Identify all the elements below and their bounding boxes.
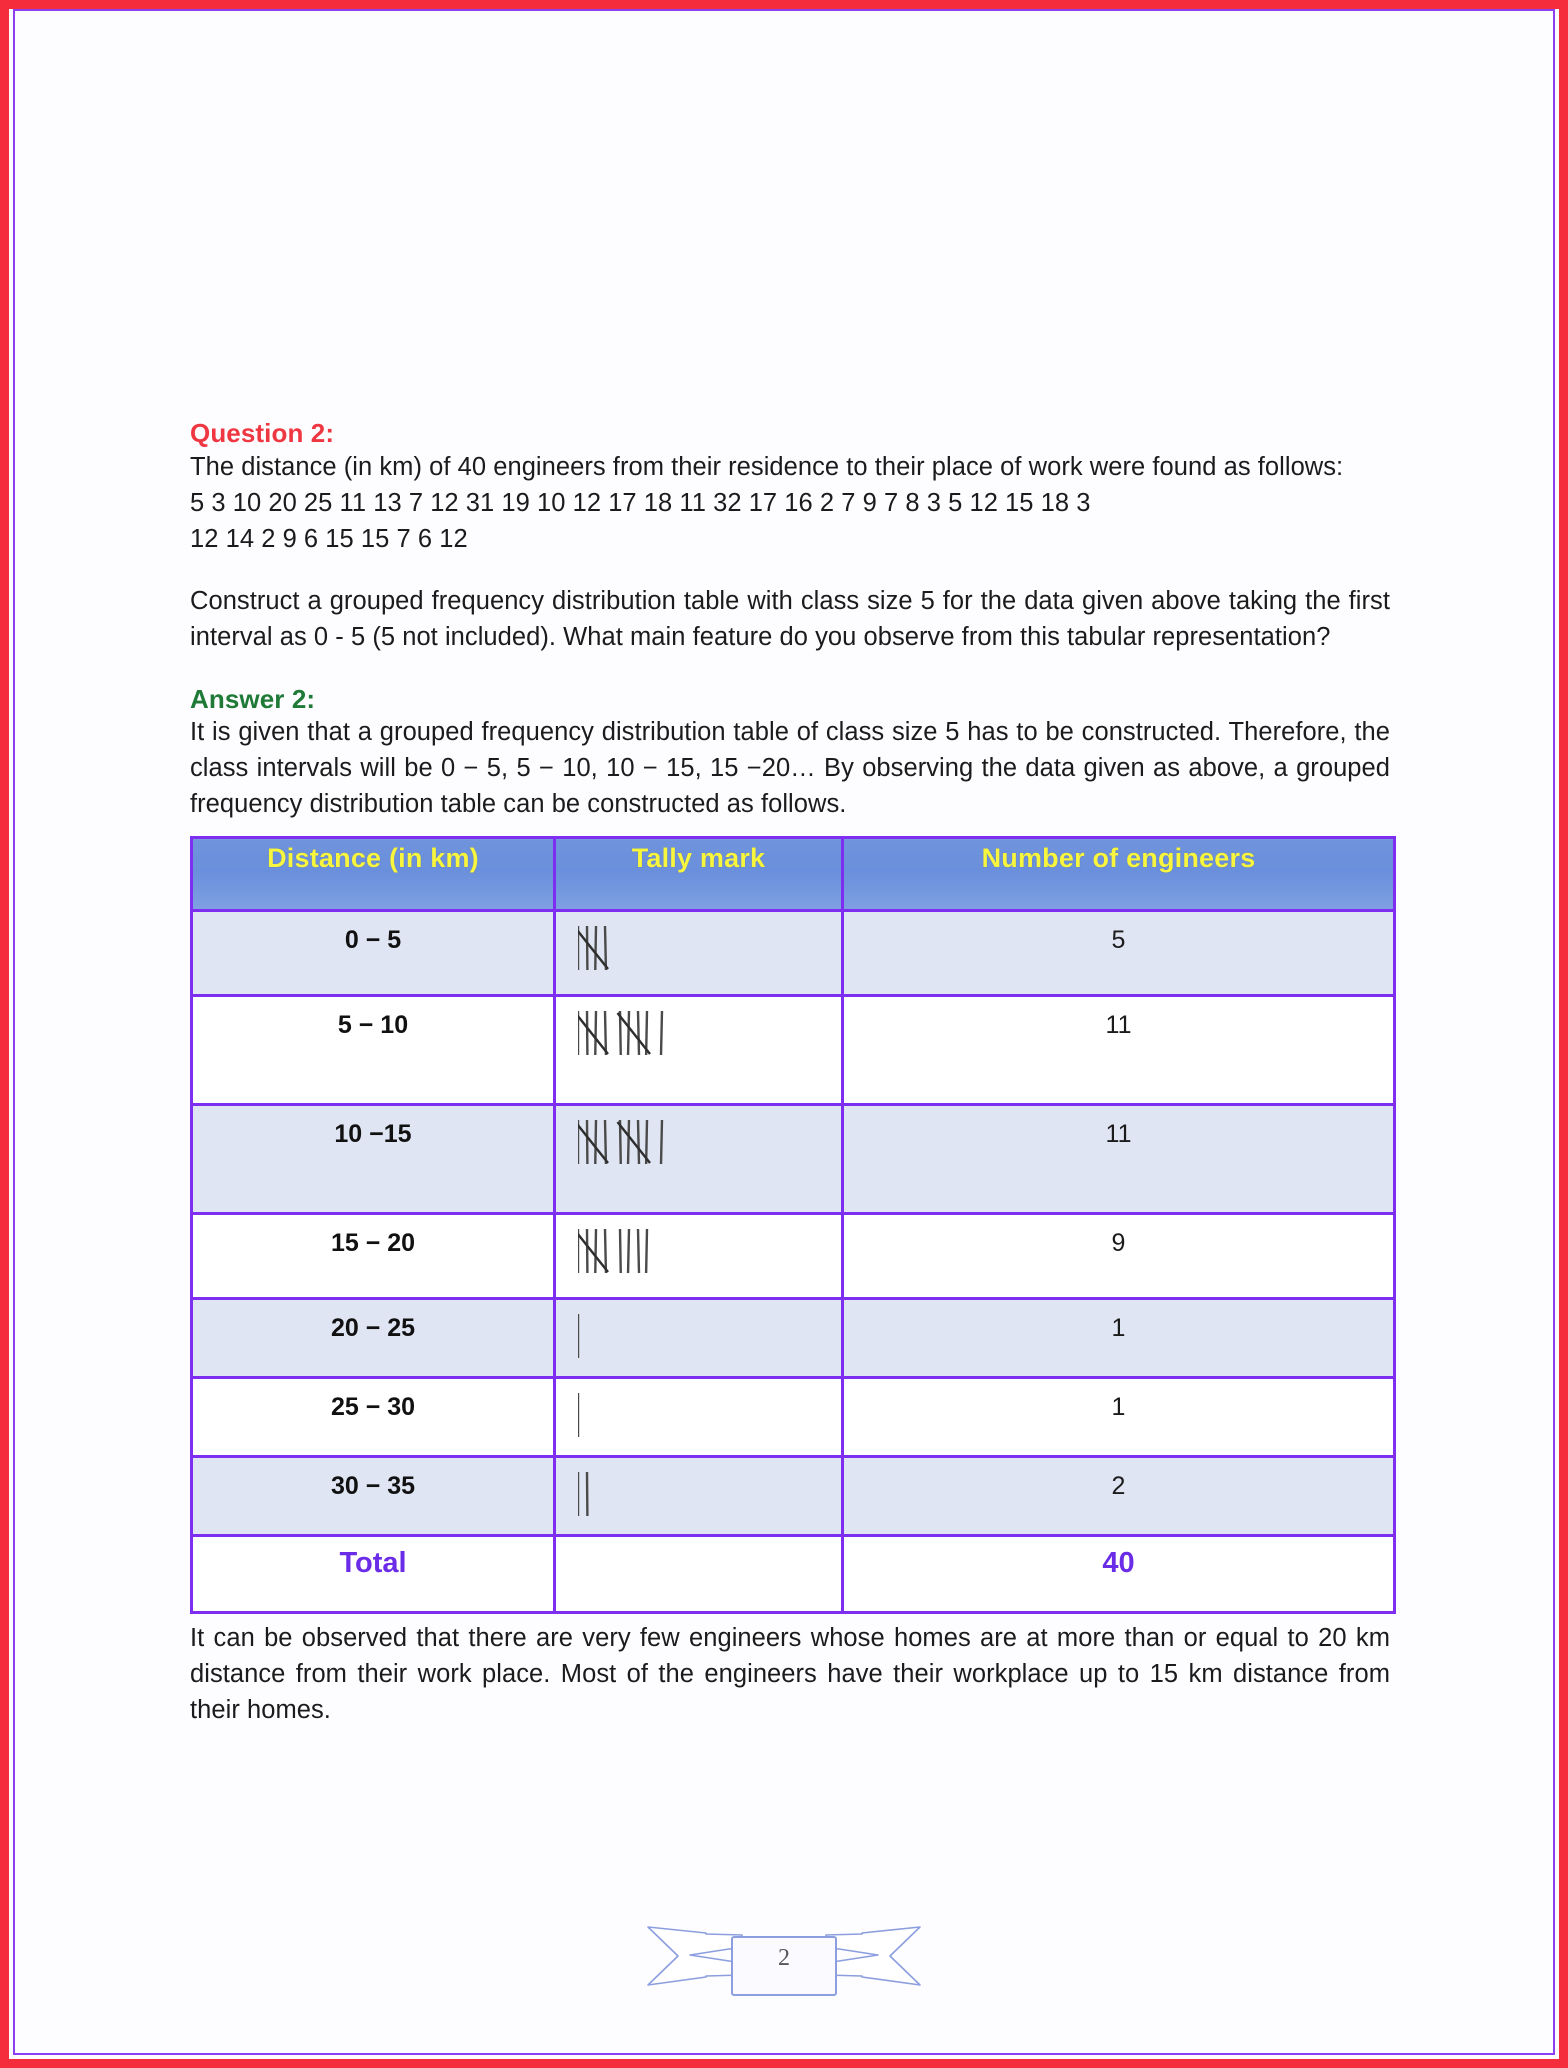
footer-ribbon-wrap [9, 1889, 1559, 2009]
tally-mark-icon [578, 924, 624, 974]
table-row [192, 1299, 1395, 1378]
spacer [190, 655, 1390, 685]
tally-mark-icon [578, 1118, 675, 1168]
question-data-line-1: 5 3 10 20 25 11 13 7 12 31 19 10 12 17 18 11 32 17 16 2 7 9 7 8 3 5 12 15 18 3 [190, 488, 1091, 517]
cell-count: 1 [843, 1378, 1395, 1457]
tally-mark-icon [578, 1470, 600, 1520]
cell-distance: 20 − 25 [192, 1299, 555, 1378]
document-content [190, 419, 1390, 1728]
cell-tally [555, 911, 843, 996]
table-row [192, 1105, 1395, 1214]
cell-tally [555, 1378, 843, 1457]
question-task: Construct a grouped frequency distribution table with class size 5 for the data given above taking the first interval as 0 - 5 (5 not included). What main feature do you observe from this tabular representation? [190, 586, 1390, 651]
answer-intro: It is given that a grouped frequency distribution table of class size 5 has to be constructed. Therefore, the class intervals will be 0 − 5, 5 − 10, 10 − 15, 15 −20… By observing the data given as above, a grouped frequency distribution table can be constructed as follows. [190, 718, 1390, 819]
tally-mark-icon [578, 1227, 660, 1277]
cell-distance: 0 − 5 [192, 911, 555, 996]
cell-tally [555, 1457, 843, 1536]
cell-count: 5 [843, 911, 1395, 996]
cell-distance: 25 − 30 [192, 1378, 555, 1457]
table-total-row [192, 1536, 1395, 1613]
cell-total-label: Total [192, 1536, 555, 1613]
table-row [192, 911, 1395, 996]
cell-count: 11 [843, 996, 1395, 1105]
answer-conclusion: It can be observed that there are very few engineers whose homes are at more than or equal to 20 km distance from their work place. Most of the engineers have their workplace up to 15 km distance from their homes. [190, 1624, 1390, 1725]
cell-count: 1 [843, 1299, 1395, 1378]
answer-label: Answer 2: [190, 683, 316, 714]
tally-mark-icon [578, 1009, 675, 1059]
spacer [190, 557, 1390, 583]
page-number: 2 [778, 1945, 790, 1971]
table-row [192, 996, 1395, 1105]
cell-count: 9 [843, 1214, 1395, 1299]
table-row [192, 1378, 1395, 1457]
cell-total-tally [555, 1536, 843, 1613]
question-data-line-2: 12 14 2 9 6 15 15 7 6 12 [190, 524, 468, 553]
table-row [192, 1214, 1395, 1299]
cell-total-value: 40 [843, 1536, 1395, 1613]
column-header-engineers: Number of engineers [843, 838, 1395, 911]
page-sheet [9, 9, 1559, 2059]
table-row [192, 1457, 1395, 1536]
column-header-tally: Tally mark [555, 838, 843, 911]
tally-mark-icon [578, 1312, 591, 1362]
column-header-distance: Distance (in km) [192, 838, 555, 911]
ribbon-banner [644, 1889, 924, 2009]
cell-distance: 5 − 10 [192, 996, 555, 1105]
table-head [192, 838, 1395, 911]
table-header-row [192, 838, 1395, 911]
tally-mark-icon [578, 1391, 591, 1441]
frequency-distribution-table [190, 836, 1396, 1614]
cell-distance: 30 − 35 [192, 1457, 555, 1536]
cell-count: 2 [843, 1457, 1395, 1536]
cell-tally [555, 1105, 843, 1214]
cell-distance: 10 −15 [192, 1105, 555, 1214]
cell-tally [555, 1214, 843, 1299]
cell-tally [555, 1299, 843, 1378]
table-body [192, 911, 1395, 1613]
cell-distance: 15 − 20 [192, 1214, 555, 1299]
cell-tally [555, 996, 843, 1105]
cell-count: 11 [843, 1105, 1395, 1214]
question-label: Question 2: [190, 418, 335, 448]
question-intro: The distance (in km) of 40 engineers from their residence to their place of work were found as follows: [190, 452, 1344, 481]
